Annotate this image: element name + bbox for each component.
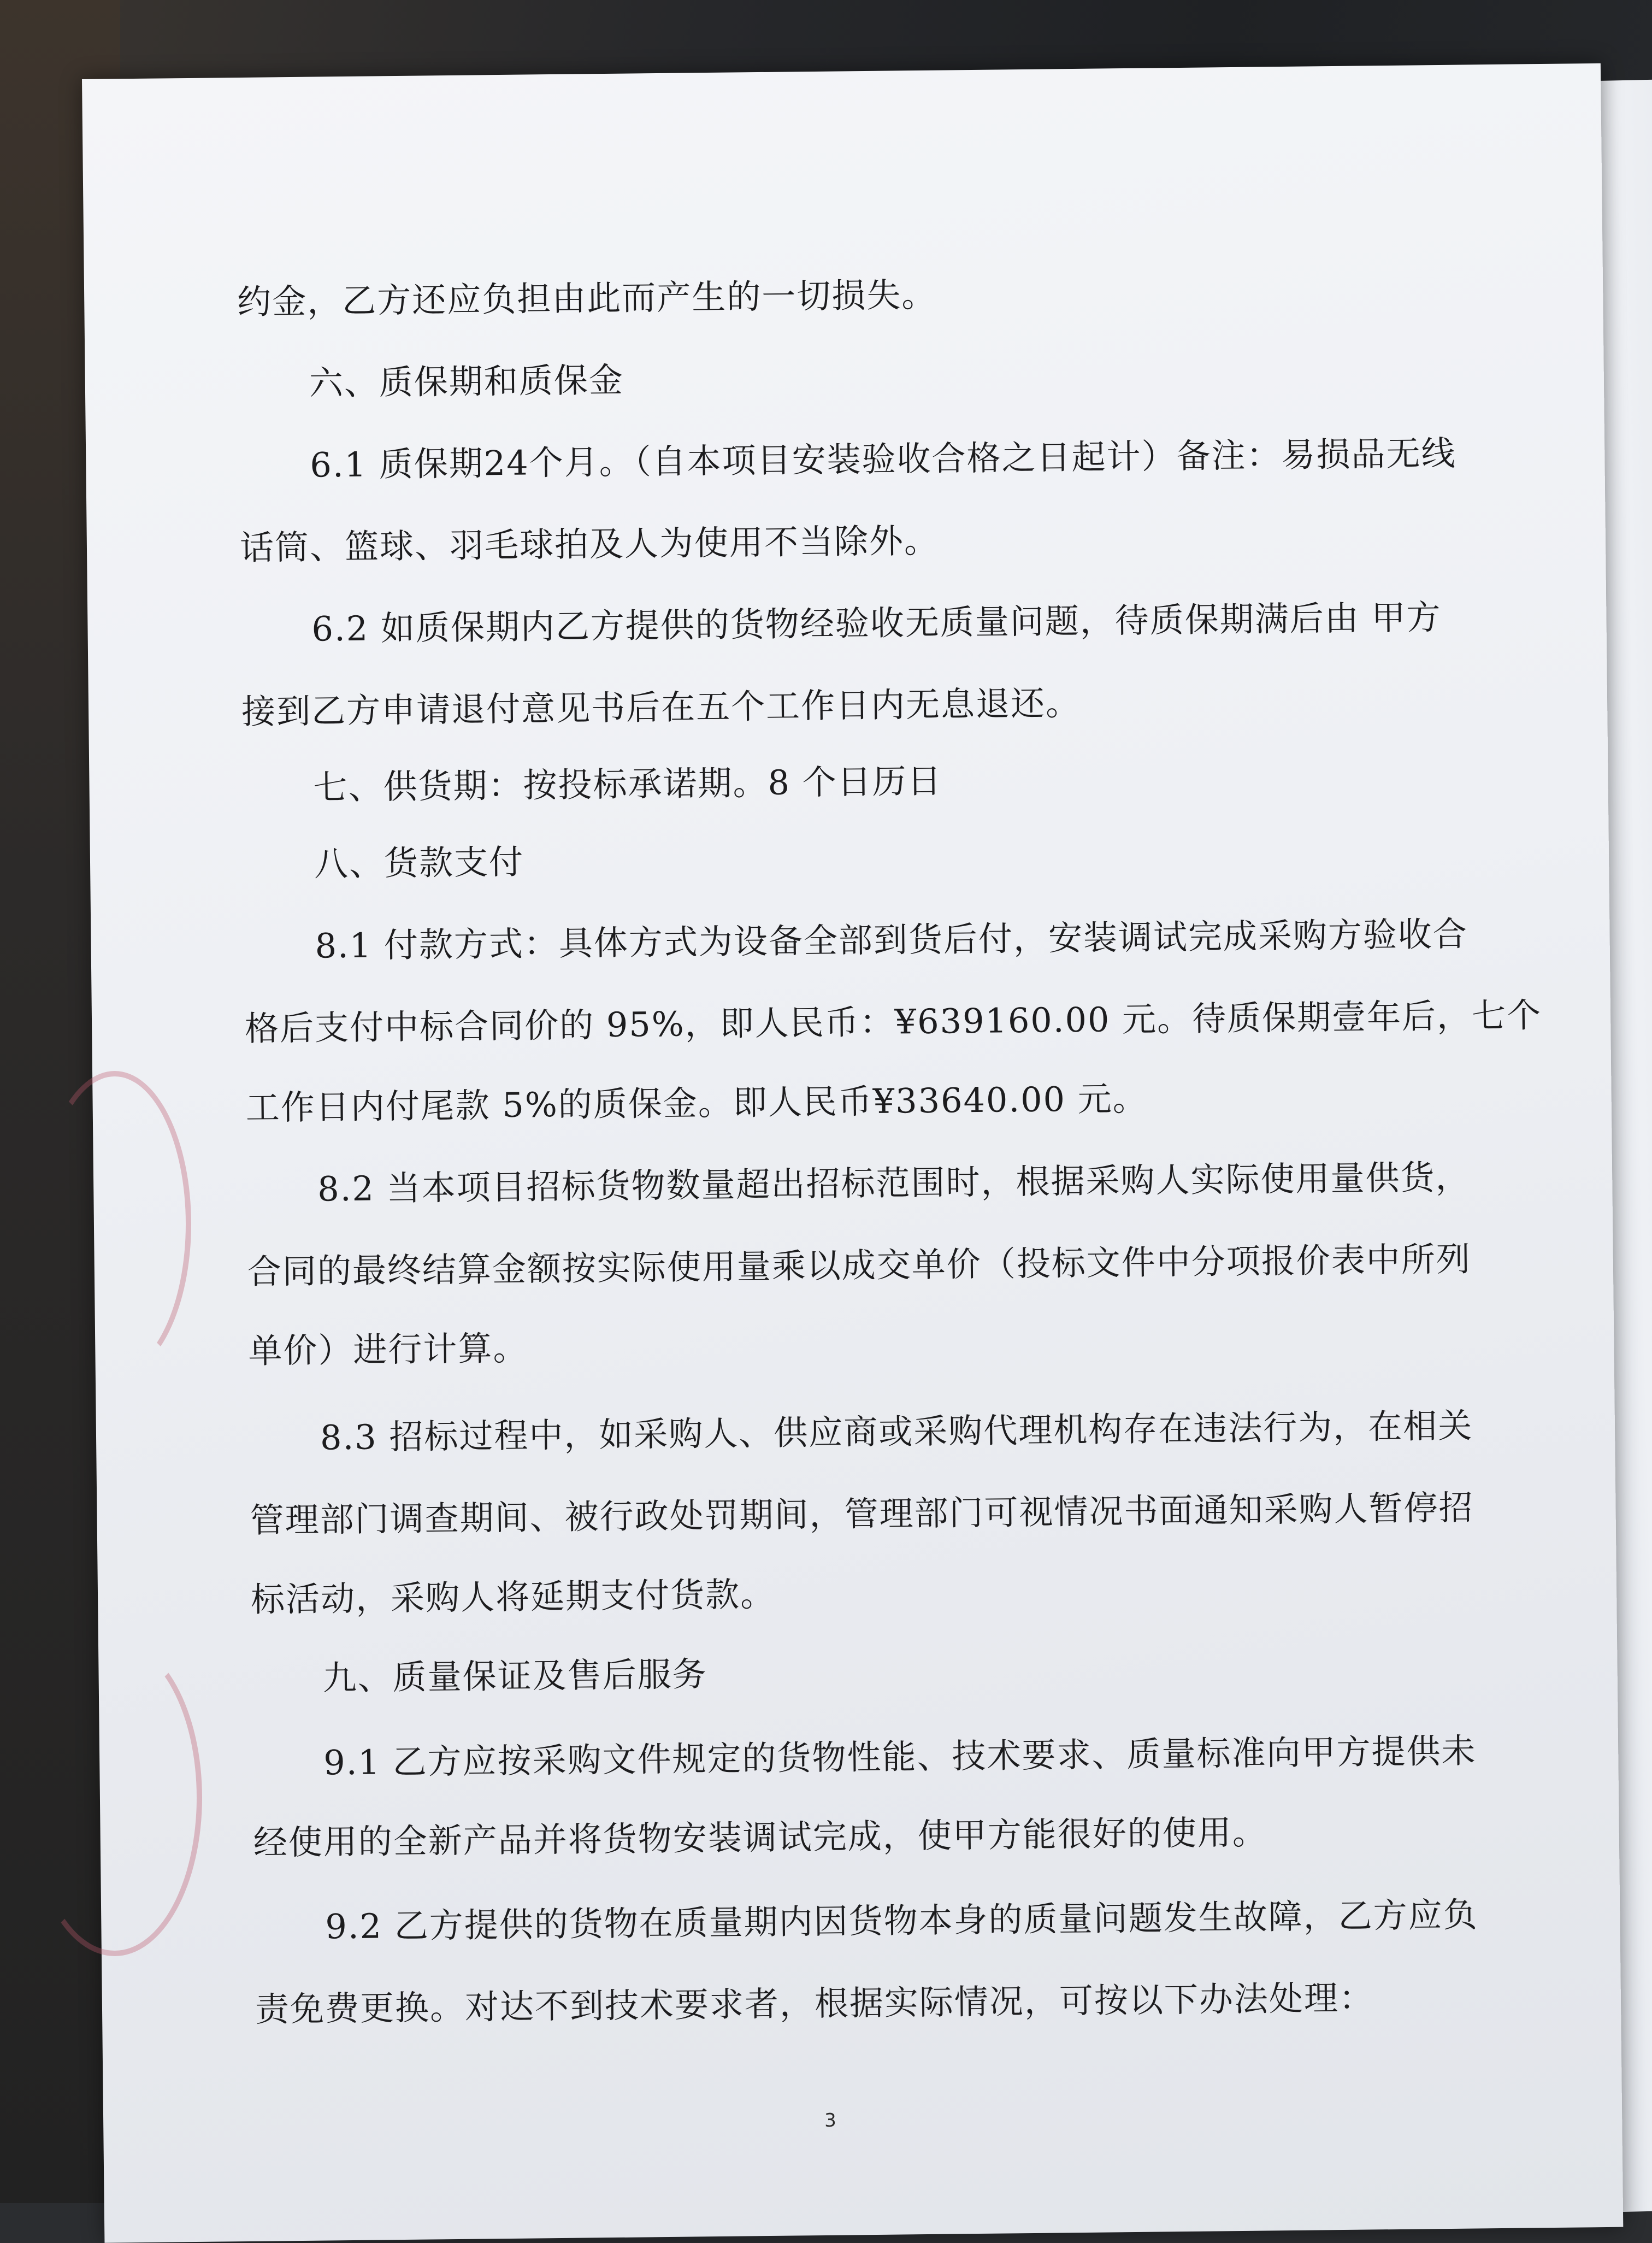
text-line: 经使用的全新产品并将货物安装调试完成，使甲方能很好的使用。: [253, 1812, 1268, 1863]
text-line: 标活动，采购人将延期支付货款。: [250, 1574, 776, 1620]
text-line: 话筒、篮球、羽毛球拍及人为使用不当除外。: [239, 520, 940, 568]
section-heading-6: 六、质保期和质保金: [309, 360, 624, 403]
section-heading-8: 八、货款支付: [314, 841, 524, 884]
text-line: 单价）进行计算。: [248, 1328, 528, 1371]
text-line: 格后支付中标合同价的 95%，即人民币：¥639160.00 元。待质保期壹年后，七个: [244, 995, 1542, 1049]
text-line: 工作日内付尾款 5%的质保金。即人民币¥33640.00 元。: [245, 1078, 1148, 1128]
clause-8-3: 8.3 招标过程中，如采购人、供应商或采购代理机构存在违法行为，在相关: [320, 1405, 1473, 1458]
clause-6-1: 6.1 质保期24个月。（自本项目安装验收合格之日起计）备注：易损品无线: [310, 433, 1456, 485]
red-seal-mark: [27, 1639, 202, 1956]
text-line: 约金，乙方还应负担由此而产生的一切损失。: [237, 274, 937, 322]
contract-page: [82, 63, 1623, 2243]
red-seal-mark: [38, 1071, 191, 1377]
page-number: 3: [824, 2109, 837, 2132]
text-line: 合同的最终结算金额按实际使用量乘以成交单价（投标文件中分项报价表中所列: [247, 1239, 1472, 1292]
clause-8-1: 8.1 付款方式：具体方式为设备全部到货后付，安装调试完成采购方验收合: [315, 914, 1468, 966]
section-heading-7: 七、供货期：按投标承诺期。8 个日历日: [313, 761, 943, 808]
clause-9-2: 9.2 乙方提供的货物在质量期内因货物本身的质量问题发生故障，乙方应负: [325, 1894, 1479, 1947]
text-line: 责免费更换。对达不到技术要求者，根据实际情况，可按以下办法处理：: [255, 1977, 1374, 2029]
text-line: 管理部门调查期间、被行政处罚期间，管理部门可视情况书面通知采购人暂停招: [250, 1487, 1474, 1540]
clause-8-2: 8.2 当本项目招标货物数量超出招标范围时，根据采购人实际使用量供货，: [317, 1157, 1471, 1209]
clause-9-1: 9.1 乙方应按采购文件规定的货物性能、技术要求、质量标准向甲方提供未: [323, 1730, 1477, 1783]
text-line: 接到乙方申请退付意见书后在五个工作日内无息退还。: [241, 682, 1081, 732]
section-heading-9: 九、质量保证及售后服务: [322, 1654, 708, 1698]
page-body-text: [237, 272, 1542, 2029]
clause-6-2: 6.2 如质保期内乙方提供的货物经验收无质量问题，待质保期满后由 甲方: [311, 597, 1442, 649]
